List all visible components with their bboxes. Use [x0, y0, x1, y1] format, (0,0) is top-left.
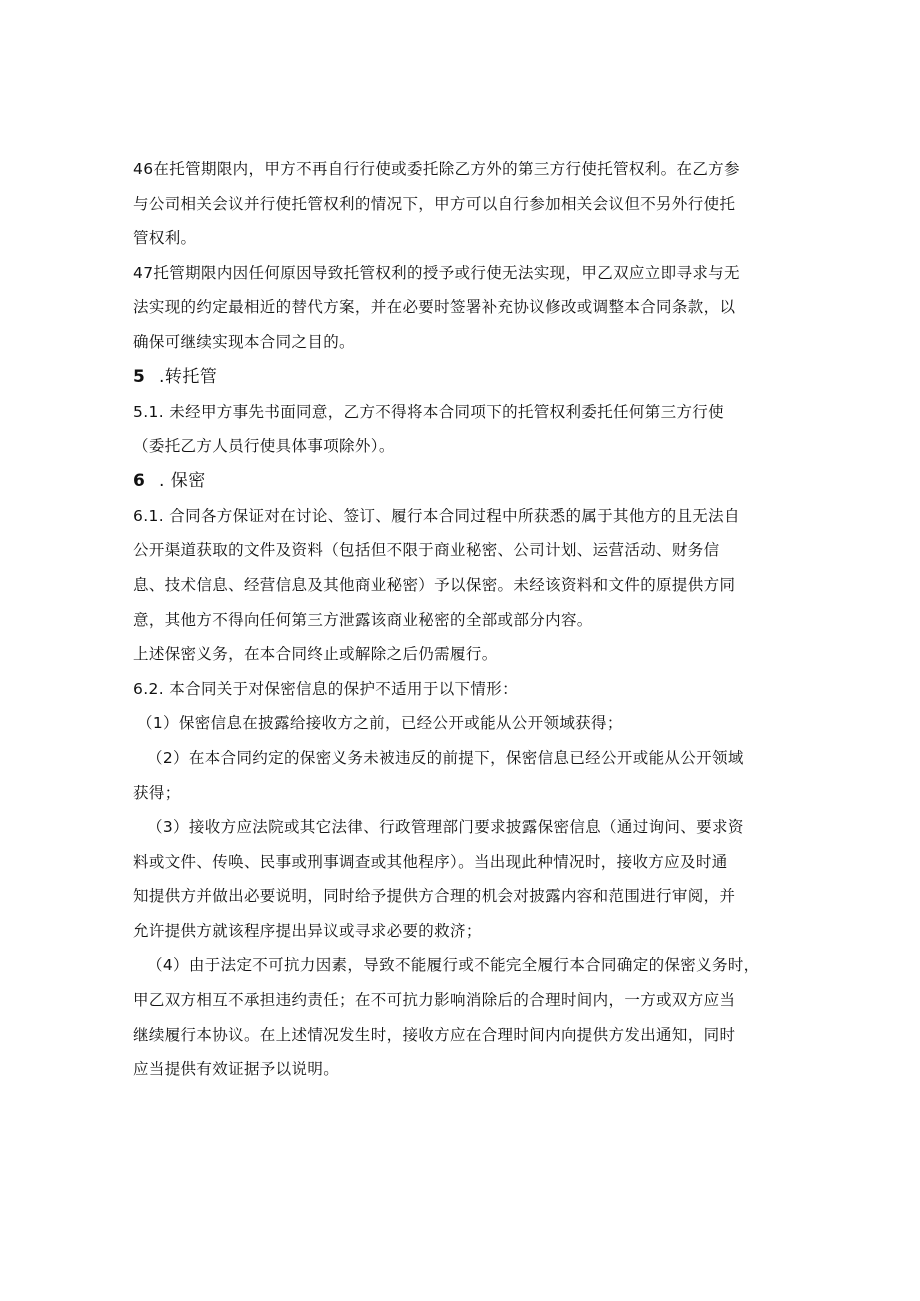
section-number: 6	[133, 470, 145, 491]
text-line: 与公司相关会议并行使托管权利的情况下，甲方可以自行参加相关会议但不另外行使托	[133, 194, 736, 213]
text-line: 46在托管期限内，甲方不再自行行使或委托除乙方外的第三方行使托管权利。在乙方参	[133, 160, 740, 178]
text-line: 息、技术信息、经营信息及其他商业秘密）予以保密。未经该资料和文件的原提供方同	[133, 575, 736, 594]
text-line: （委托乙方人员行使具体事项除外）。	[133, 437, 395, 456]
text-line: 甲乙双方相互不承担违约责任；在不可抗力影响消除后的合理时间内，一方或双方应当	[133, 991, 736, 1010]
list-item-4	[133, 948, 820, 1086]
text-line: 料或文件、传唤、民事或刑事调查或其他程序）。当出现此种情况时，接收方应及时通	[133, 852, 728, 871]
clause-6-1-tail	[133, 637, 820, 672]
text-line: 6.2. 本合同关于对保密信息的保护不适用于以下情形：	[133, 679, 518, 698]
clause-4-6	[133, 152, 820, 256]
text-line: 法实现的约定最相近的替代方案，并在必要时签署补充协议修改或调整本合同条款，以	[133, 298, 736, 317]
text-line: 知提供方并做出必要说明，同时给予提供方合理的机会对披露内容和范围进行审阅，并	[133, 887, 736, 906]
text-line: 意，其他方不得向任何第三方泄露该商业秘密的全部或部分内容。	[133, 610, 593, 629]
list-item-3	[133, 810, 820, 948]
section-heading-6	[133, 464, 820, 499]
text-line: 确保可继续实现本合同之目的。	[133, 332, 355, 351]
text-line: 应当提供有效证据予以说明。	[133, 1060, 340, 1079]
list-item-2	[133, 741, 820, 810]
clause-5-1	[133, 395, 820, 464]
clause-4-7	[133, 256, 820, 360]
text-line: （3）接收方应法院或其它法律、行政管理部门要求披露保密信息（通过询问、要求资	[147, 818, 744, 837]
section-number: 5	[133, 366, 145, 387]
text-line: 获得；	[133, 783, 181, 802]
text-line: 允许提供方就该程序提出异议或寻求必要的救济；	[133, 921, 482, 940]
text-line: 上述保密义务，在本合同终止或解除之后仍需履行。	[133, 645, 498, 664]
text-line: 5.1. 未经甲方事先书面同意，乙方不得将本合同项下的托管权利委托任何第三方行使	[133, 402, 725, 421]
clause-6-2	[133, 672, 820, 707]
text-line: 47托管期限内因任何原因导致托管权利的授予或行使无法实现，甲乙双应立即寻求与无	[133, 263, 740, 282]
list-item-1	[133, 706, 820, 741]
text-line: 6.1. 合同各方保证对在讨论、签订、履行本合同过程中所获悉的属于其他方的且无法自	[133, 506, 740, 525]
text-line: （4）由于法定不可抗力因素，导致不能履行或不能完全履行本合同确定的保密义务时，	[147, 956, 760, 975]
text-line: 继续履行本协议。在上述情况发生时，接收方应在合理时间内向提供方发出通知，同时	[133, 1025, 736, 1044]
text-line: （2）在本合同约定的保密义务未被违反的前提下，保密信息已经公开或能从公开领域	[147, 748, 744, 767]
text-line: （1）保密信息在披露给接收方之前，已经公开或能从公开领域获得；	[137, 714, 623, 733]
section-heading-5	[133, 360, 820, 395]
clause-6-1	[133, 499, 820, 637]
text-line: 公开渠道获取的文件及资料（包括但不限于商业秘密、公司计划、运营活动、财务信	[133, 541, 720, 560]
section-title: . 保密	[159, 470, 206, 491]
text-line: 管权利。	[133, 229, 197, 248]
section-title: .转托管	[159, 366, 218, 387]
